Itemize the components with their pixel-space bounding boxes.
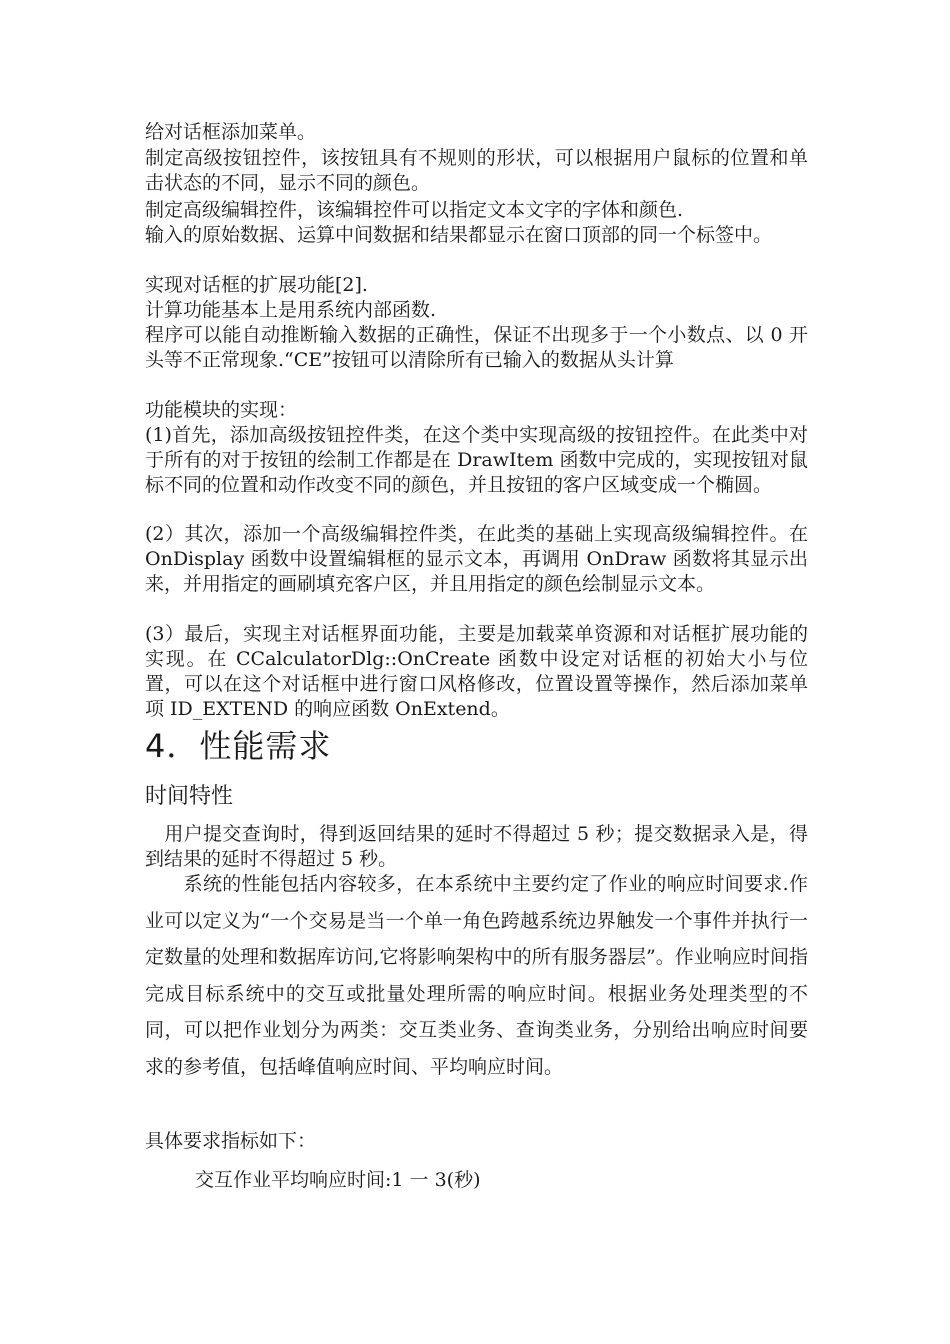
paragraph-step-3: (3）最后，实现主对话框界面功能，主要是加载菜单资源和对话框扩展功能的实现。在 CCalculatorDlg::OnCreate 函数中设定对话框的初始大小与位置，可以在这个对话框中进行窗口风格修改，位置设置等操作，然后添加菜单项 ID_EXTEND 的响应函数 OnExtend。 [145, 623, 808, 720]
paragraph-advanced-edit: 制定高级编辑控件，该编辑控件可以指定文本文字的字体和颜色. [145, 199, 684, 221]
paragraph-add-menu: 给对话框添加菜单。 [145, 121, 317, 143]
paragraph-dialog-extend: 实现对话框的扩展功能[2]. [145, 274, 368, 296]
paragraph-input-validation: 程序可以能自动推断输入数据的正确性，保证不出现多于一个小数点、以 0 开头等不正常现象.“CE”按钮可以清除所有已输入的数据从头计算 [145, 324, 808, 371]
paragraph-label-display: 输入的原始数据、运算中间数据和结果都显示在窗口顶部的同一个标签中。 [145, 224, 773, 246]
paragraph-requirements: 具体要求指标如下： [145, 1130, 317, 1152]
subsection-heading: 时间特性 [145, 784, 234, 809]
paragraph-metric: 交互作业平均响应时间:1 一 3(秒) [195, 1169, 481, 1191]
paragraph-step-1: (1)首先，添加高级按钮控件类，在这个类中实现高级的按钮控件。在此类中对于所有的对于按钮的绘制工作都是在 DrawItem 函数中完成的，实现按钮对鼠标不同的位置和动作改变不同的颜色，并且按钮的客户区域变成一个椭圆。 [145, 424, 808, 496]
paragraph-performance: 系统的性能包括内容较多，在本系统中主要约定了作业的响应时间要求.作业可以定义为“一个交易是当一个单一角色跨越系统边界触发一个事件并执行一定数量的处理和数据库访问,它将影响架构中的所有服务器层”。作业响应时间指完成目标系统中的交互或批量处理所需的响应时间。根据业务处理类型的不同，可以把作业划分为两类：交互类业务、查询类业务，分别给出响应时间要求的参考值，包括峰值响应时间、平均响应时间。 [145, 873, 808, 1078]
paragraph-step-2: (2）其次，添加一个高级编辑控件类，在此类的基础上实现高级编辑控件。在 OnDisplay 函数中设置编辑框的显示文本，再调用 OnDraw 函数将其显示出来，并用指定的画刷填充客户区，并且用指定的颜色绘制显示文本。 [145, 523, 808, 595]
paragraph-response-delay: 用户提交查询时，得到返回结果的延时不得超过 5 秒；提交数据录入是，得到结果的延时不得超过 5 秒。 [145, 823, 808, 870]
paragraph-module-impl: 功能模块的实现： [145, 399, 298, 421]
paragraph-system-functions: 计算功能基本上是用系统内部函数. [145, 299, 437, 321]
paragraph-advanced-button: 制定高级按钮控件，该按钮具有不规则的形状，可以根据用户鼠标的位置和单击状态的不同，显示不同的颜色。 [145, 147, 808, 194]
section-heading: 4．性能需求 [145, 727, 332, 765]
